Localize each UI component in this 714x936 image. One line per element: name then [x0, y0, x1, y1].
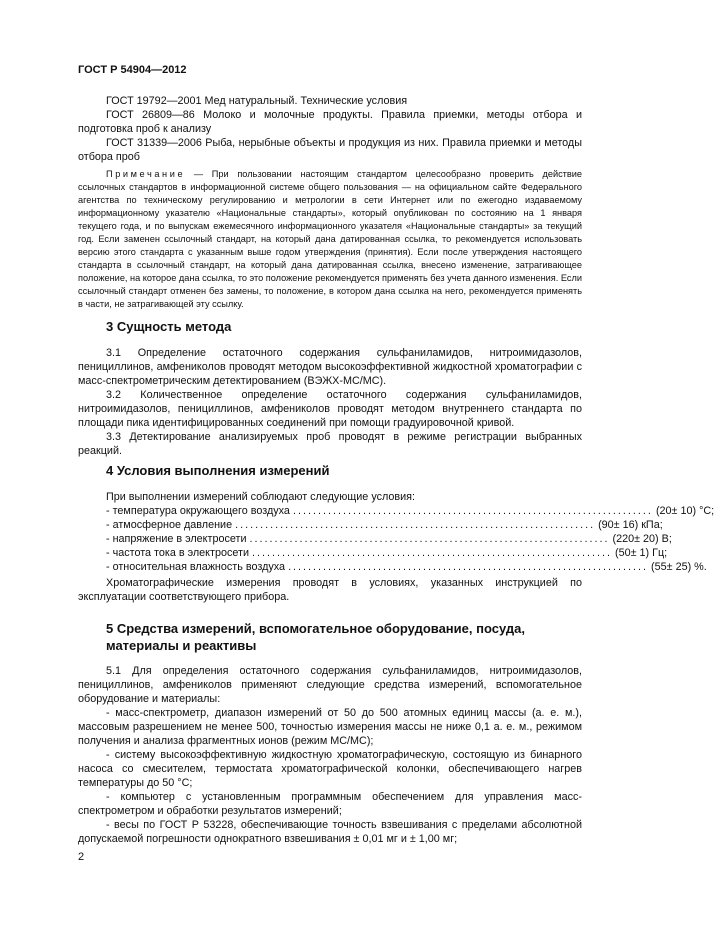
- condition-row: [106, 546, 668, 560]
- condition-row: [106, 504, 714, 518]
- condition-label: - температура окружающего воздуха: [106, 505, 290, 517]
- leader-dots: ........................................................................: [292, 505, 653, 517]
- condition-value: (50± 1) Гц;: [614, 547, 668, 559]
- running-header: ГОСТ Р 54904—2012: [78, 64, 187, 76]
- condition-value: (220± 20) В;: [612, 533, 672, 545]
- note-text: — При пользовании настоящим стандартом целесообразно проверить действие ссылочных стандартов в информационной системе общего пользования — на официальном сайте Федерального агентства по техническому регулированию и метрологии в сети Интернет или по ежегодно издаваемому информационному указателю «Национальные стандарты», который опубликован по состоянию на 1 января текущего года, и по выпускам ежемесячного информационного указателя «Национальные стандарты» за текущий год. Если заменен ссылочный стандарт, на который дана датированная ссылка, то рекомендуется использовать версию этого стандарта с указанным выше годом утверждения (принятия). Если после утверждения настоящего стандарта в ссылочный стандарт, на который дана датированная ссылка, внесено изменение, затрагивающее положение, на которое дана ссылка, то это положение рекомендуется применять без учета данного изменения. Если ссылочный стандарт отменен без замены, то положение, в котором дана ссылка на него, рекомендуется применять в части, не затрагивающей эту ссылку.: [78, 169, 582, 309]
- condition-label: - относительная влажность воздуха: [106, 561, 286, 573]
- condition-label: - атмосферное давление: [106, 519, 233, 531]
- condition-row: [106, 532, 672, 546]
- leader-dots: ........................................................................: [249, 533, 610, 545]
- section-4-title: 4 Условия выполнения измерений: [106, 463, 330, 478]
- para-3-3: 3.3 Детектирование анализируемых проб проводят в режиме регистрации выбранных реакций.: [78, 431, 582, 458]
- para-5-1: 5.1 Для определения остаточного содержания сульфаниламидов, нитроимидазолов, пенициллинов, амфениколов применяют следующие средства измерений, вспомогательное оборудование и материалы:: [78, 665, 582, 706]
- condition-value: (20± 10) °С;: [655, 505, 714, 517]
- ref-gost-31339: ГОСТ 31339—2006 Рыба, нерыбные объекты и продукция из них. Правила приемки и методы отбора проб: [78, 137, 582, 164]
- condition-label: - напряжение в электросети: [106, 533, 247, 545]
- condition-row: [106, 518, 663, 532]
- note-label: Примечание: [106, 169, 186, 179]
- list-item-mass-spectrometer: - масс-спектрометр, диапазон измерений от 50 до 500 атомных единиц массы (а. е. м.), массовым разрешением не менее 500, точностью измерения массы не ниже 0,1 а. е. м., режимом получения и анализа фрагментных ионов (режим МС/МС);: [78, 707, 582, 748]
- condition-value: (90± 16) кПа;: [598, 519, 663, 531]
- note-paragraph: [78, 168, 582, 311]
- list-item-hplc-system: - систему высокоэффективную жидкостную хроматографическую, состоящую из бинарного насоса со смесителем, термостата хроматографической колонки, обеспечивающего нагрев температуры до 50 °С;: [78, 749, 582, 790]
- condition-row: [106, 560, 707, 574]
- section-3-title: 3 Сущность метода: [106, 319, 232, 334]
- page-number: 2: [78, 851, 85, 863]
- ref-gost-19792: ГОСТ 19792—2001 Мед натуральный. Технические условия: [106, 95, 408, 107]
- condition-label: - частота тока в электросети: [106, 547, 249, 559]
- leader-dots: ........................................................................: [251, 547, 612, 559]
- ref-gost-26809: ГОСТ 26809—86 Молоко и молочные продукты. Правила приемки, методы отбора и подготовка проб к анализу: [78, 109, 582, 136]
- para-3-2: 3.2 Количественное определение остаточного содержания сульфаниламидов, нитроимидазолов, пенициллинов, амфениколов проводят методом внутреннего стандарта по площади пика идентифицированных соединений при помощи градуировочной кривой.: [78, 389, 582, 430]
- section-5-title: 5 Средства измерений, вспомогательное оборудование, посуда, материалы и реактивы: [106, 621, 525, 653]
- conditions-after: Хроматографические измерения проводят в условиях, указанных инструкцией по эксплуатации соответствующего прибора.: [78, 577, 582, 604]
- condition-value: (55± 25) %.: [651, 561, 707, 573]
- leader-dots: ........................................................................: [288, 561, 649, 573]
- conditions-intro: При выполнении измерений соблюдают следующие условия:: [106, 491, 416, 503]
- list-item-computer: - компьютер с установленным программным обеспечением для управления масс-спектрометром и обработки результатов измерений;: [78, 791, 582, 818]
- leader-dots: ........................................................................: [235, 519, 596, 531]
- list-item-balance: - весы по ГОСТ Р 53228, обеспечивающие точность взвешивания с пределами абсолютной допускаемой погрешности однократного взвешивания ± 0,01 мг и ± 1,00 мг;: [78, 819, 582, 846]
- para-3-1: 3.1 Определение остаточного содержания сульфаниламидов, нитроимидазолов, пенициллинов, амфениколов проводят методом высокоэффективной жидкостной хроматографии с масс-спектрометрическим детектированием (ВЭЖХ-МС/МС).: [78, 347, 582, 388]
